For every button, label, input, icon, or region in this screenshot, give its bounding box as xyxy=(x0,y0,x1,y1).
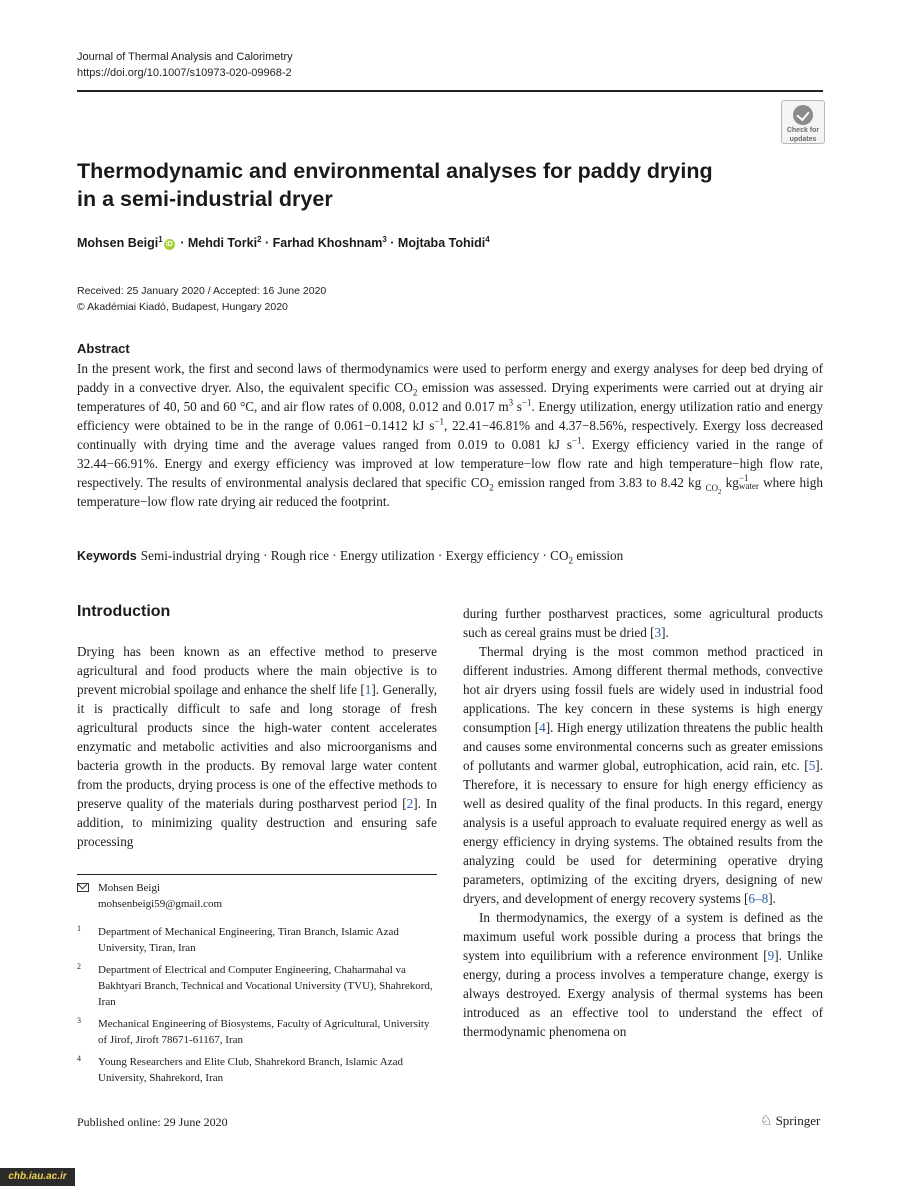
author-affiliation-mark: 3 xyxy=(382,234,387,244)
intro-paragraph: Thermal drying is the most common method practiced in different industries. Among different thermal methods, convective hot air dryers using fossil fuels are widely used in industrial food applications. The key concern in these systems is high energy consumption [4]. High energy utilization threatens the public health and causes some environmental concerns such as greater emissions of pollutants and warmer global, eutrophication, acid rain, etc. [5]. Therefore, it is necessary to ensure for high energy efficiency as well as desired quality of the final products. In this regard, energy analysis is a useful approach to evaluate required energy as well as energy efficiency in drying systems. The obtained results from the analyzing could be used for determining operative drying parameters, optimizing of the exciting dryers, designing of new dryers, and development of energy recovery systems [6–8]. xyxy=(463,644,823,906)
article-dates xyxy=(77,283,326,315)
citation-link[interactable]: 4 xyxy=(539,720,546,735)
received-accepted-date: Received: 25 January 2020 / Accepted: 16 June 2020 xyxy=(77,285,327,297)
left-column xyxy=(77,642,437,851)
check-updates-icon xyxy=(793,105,813,125)
site-watermark: chb.iau.ac.ir xyxy=(0,1168,75,1186)
footnotes xyxy=(77,880,437,1092)
author-list: Mohsen Beigi$^1$iD · Mehdi Torki$^2$ · Farhad Khoshnam$^3$ · Mojtaba Tohidi$^4$ xyxy=(77,234,490,250)
author-affiliation-mark: 1 xyxy=(158,234,163,244)
header-rule xyxy=(77,90,823,92)
journal-header xyxy=(77,49,293,81)
affiliation: 2 Department of Electrical and Computer Engineering, Chaharmahal va Bakhtyari Branch, Technical and Vocational University (TVU), Shahrekord, Iran xyxy=(77,962,433,1008)
author-name[interactable]: Farhad Khoshnam xyxy=(272,236,383,250)
corresponding-name: Mohsen Beigi xyxy=(98,882,161,894)
citation-link[interactable]: 5 xyxy=(808,758,816,773)
published-online: Published online: 29 June 2020 xyxy=(77,1115,228,1129)
author-name[interactable]: Mojtaba Tohidi xyxy=(397,236,486,250)
badge-text-line2: updates xyxy=(789,136,817,143)
author-name[interactable]: Mohsen Beigi xyxy=(77,236,159,250)
author-affiliation-mark: 2 xyxy=(257,234,262,244)
keywords xyxy=(77,548,823,564)
abstract-body xyxy=(77,359,823,511)
affiliation: 1 Department of Mechanical Engineering, Tiran Branch, Islamic Azad University, Tiran, Iran xyxy=(77,924,399,954)
article-title xyxy=(77,157,737,213)
title-line-1: Thermodynamic and environmental analyses for paddy drying xyxy=(77,159,713,183)
springer-horse-icon: ♘ xyxy=(760,1114,773,1129)
abstract-paragraph: In the present work, the first and second laws of thermodynamics were used to perform energy and exergy analyses for deep bed drying of paddy in a convective dryer. Also, the equivalent specific $CO_2$ emission was assessed. Drying experiments were carried out at drying air temperatures of 40, 50 and 60 °C, and air flow rates of 0.008, 0.012 and 0.017 $m^3$ $s^{-1}$. Energy utilization, energy utilization ratio and energy efficiency were obtained to be in the range of 0.061−0.1412 kJ $s^{-1}$, 22.41−46.81% and 4.37−8.56%, respectively. Exergy loss decreased continually with drying time and the average values ranged from 0.019 to 0.081 kJ $s^{-1}$. Exergy efficiency varied in the range of 32.44−66.91%. Energy and exergy efficiency was improved at low temperature−low flow rate and high temperature−high flow rate, respectively. The results of environmental analysis declared that specific $CO_2$ emission ranged from 3.83 to 8.42 kg $_{CO_2}$ kg −1 water where high temperature−low flow rate drying air reduced the footprint. xyxy=(77,361,824,509)
keywords-subscript: 2 xyxy=(568,555,574,566)
publisher-logo xyxy=(760,1113,820,1130)
right-column xyxy=(463,604,823,1041)
publisher-name: Springer xyxy=(775,1113,821,1128)
intro-paragraph: In thermodynamics, the exergy of a system is defined as the maximum useful work possible during a process that brings the system into equilibrium with a reference environment [9]. Unlike energy, during a process involves a temperature change, exergy is always destroyed. Exergy analysis of thermal systems has been introduced as an effective tool to understand the effect of thermodynamic phenomena on xyxy=(463,910,823,1039)
title-line-2: in a semi-industrial dryer xyxy=(77,187,333,211)
citation-link[interactable]: 3 xyxy=(654,625,662,640)
author-affiliation-mark: 4 xyxy=(485,234,490,244)
keywords-label: Keywords xyxy=(77,549,137,563)
author-name[interactable]: Mehdi Torki xyxy=(187,236,258,250)
affiliation: 4 Young Researchers and Elite Club, Shahrekord Branch, Islamic Azad University, Shahrekord, Iran xyxy=(77,1054,403,1084)
keywords-tail: emission xyxy=(573,548,624,563)
affiliation: 3 Mechanical Engineering of Biosystems, Faculty of Agricultural, University of Jirof, Jiroft 78671-61167, Iran xyxy=(77,1016,430,1046)
footnote-rule xyxy=(77,874,437,875)
abstract-heading: Abstract xyxy=(77,341,130,356)
citation-link[interactable]: 6–8 xyxy=(748,891,769,906)
keywords-text: Semi-industrial drying · Rough rice · Energy utilization · Exergy efficiency · CO xyxy=(140,548,569,563)
citation-link[interactable]: 1 xyxy=(364,682,372,697)
intro-paragraph: Drying has been known as an effective method to preserve agricultural and food products where the main objective is to prevent microbial spoilage and enhance the shelf life [1]. Generally, it is practically difficult to safe and long storage of fresh agricultural products since the high-water content accelerates enzymatic and metabolic activities and also microorganisms and bacteria growth in the products. By removal large water content from the products, drying process is one of the effective methods to preserve quality of the materials during postharvest period [2]. In addition, to minimizing quality destruction and ensuring safe processing xyxy=(77,644,437,849)
badge-text-line1: Check for xyxy=(786,127,820,134)
citation-link[interactable]: 9 xyxy=(767,948,775,963)
copyright-line: © Akadémiai Kiadó, Budapest, Hungary 2020 xyxy=(77,301,288,313)
mail-icon xyxy=(77,883,89,892)
citation-link[interactable]: 2 xyxy=(406,796,414,811)
orcid-icon[interactable]: iD xyxy=(165,241,173,248)
introduction-heading: Introduction xyxy=(77,603,171,620)
corresponding-email[interactable]: mohsenbeigi59@gmail.com xyxy=(98,898,223,910)
doi-link[interactable]: https://doi.org/10.1007/s10973-020-09968-2 xyxy=(77,67,292,79)
intro-paragraph: during further postharvest practices, some agricultural products such as cereal grains must be dried [3]. xyxy=(463,606,823,640)
check-for-updates-badge[interactable] xyxy=(781,100,825,144)
journal-name: Journal of Thermal Analysis and Calorimetry xyxy=(77,51,293,63)
corresponding-author xyxy=(77,880,437,912)
